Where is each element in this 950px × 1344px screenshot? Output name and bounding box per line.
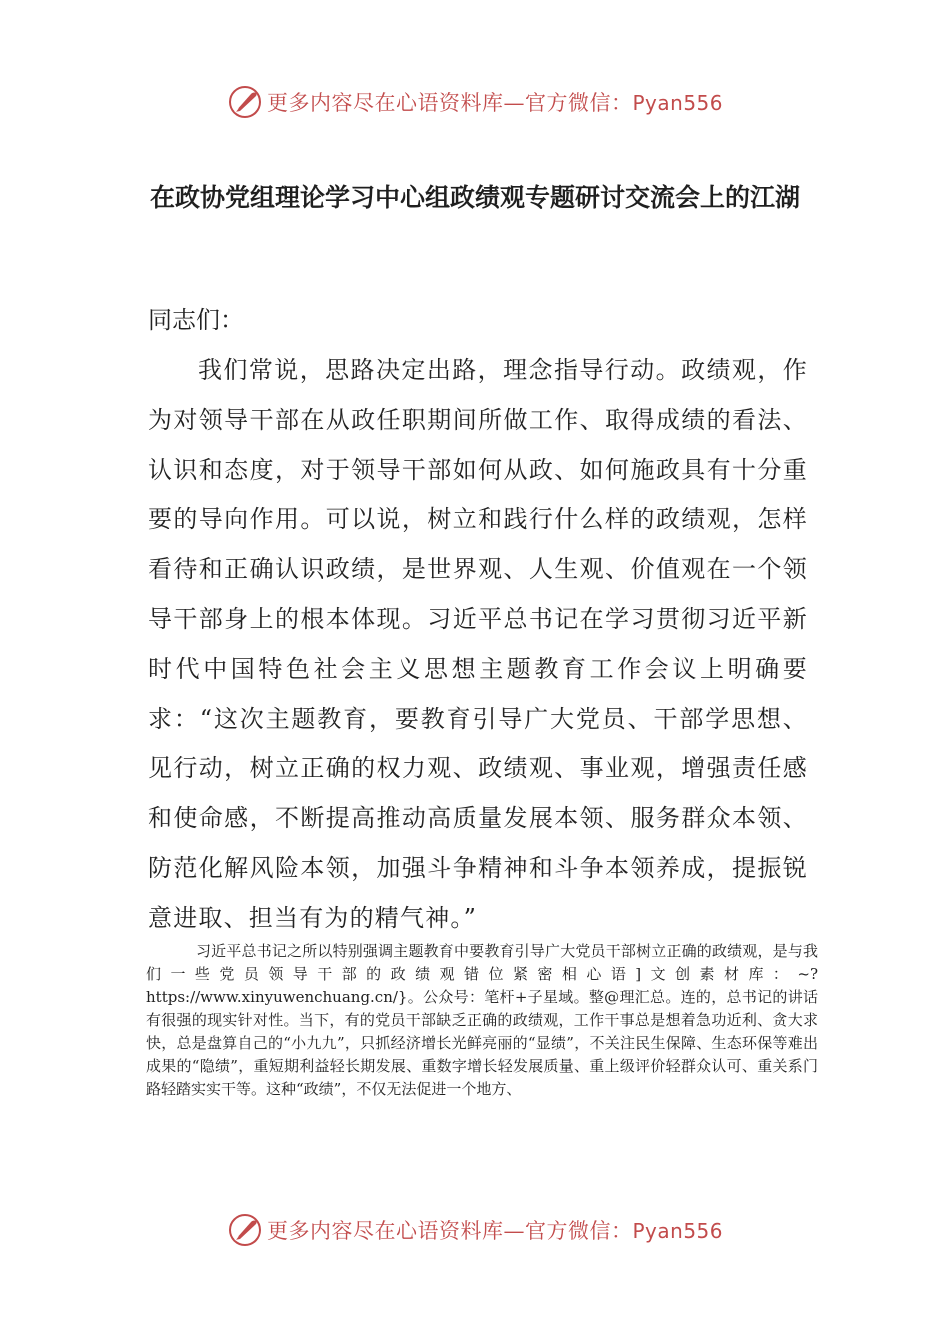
quill-pen-logo-icon [227,84,263,120]
document-title: 在政协党组理论学习中心组政绩观专题研讨交流会上的江湖 [150,183,801,212]
banner-text: 更多内容尽在心语资料库—官方微信：Pyan556 [266,91,723,115]
body-paragraph-2: 习近平总书记之所以特别强调主题教育中要教育引导广大党员干部树立正确的政绩观，是与我们一些党员领导干部的政绩观错位紧密相心语]文创素材库：~?https://www.xinyuwenchuang.cn/}。公众号：笔杆+子星域。整@理汇总。连的，总书记的讲话有很强的现实针对性。当下，有的党员干部缺乏正确的政绩观，工作干事总是想着急功近利、贪大求快，总是盘算自己的“小九九”，只抓经济增长光鲜亮丽的“显绩”，不关注民生保障、生态环保等难出成果的“隐绩”，重短期利益轻长期发展、重数字增长轻发展质量、重上级评价轻群众认可、重关系门路轻踏实实干等。这种“政绩”，不仅无法促进一个地方、 [146,942,818,1098]
banner-text: 更多内容尽在心语资料库—官方微信：Pyan556 [266,1219,723,1243]
header-banner [0,82,950,122]
wechat-id: Pyan556 [632,1219,723,1243]
quill-pen-logo-icon [227,1212,263,1248]
wechat-id: Pyan556 [632,91,723,115]
footer-banner [0,1210,950,1250]
greeting: 同志们： [148,306,244,334]
body-paragraph-1: 我们常说，思路决定出路，理念指导行动。政绩观，作为对领导干部在从政任职期间所做工作、取得成绩的看法、认识和态度，对于领导干部如何从政、如何施政具有十分重要的导向作用。可以说，树立和践行什么样的政绩观，怎样看待和正确认识政绩，是世界观、人生观、价值观在一个领导干部身上的根本体现。习近平总书记在学习贯彻习近平新时代中国特色社会主义思想主题教育工作会议上明确要求：“这次主题教育，要教育引导广大党员、干部学思想、见行动，树立正确的权力观、政绩观、事业观，增强责任感和使命感，不断提高推动高质量发展本领、服务群众本领、防范化解风险本领，加强斗争精神和斗争本领养成，提振锐意进取、担当有为的精气神。” [148,356,808,932]
